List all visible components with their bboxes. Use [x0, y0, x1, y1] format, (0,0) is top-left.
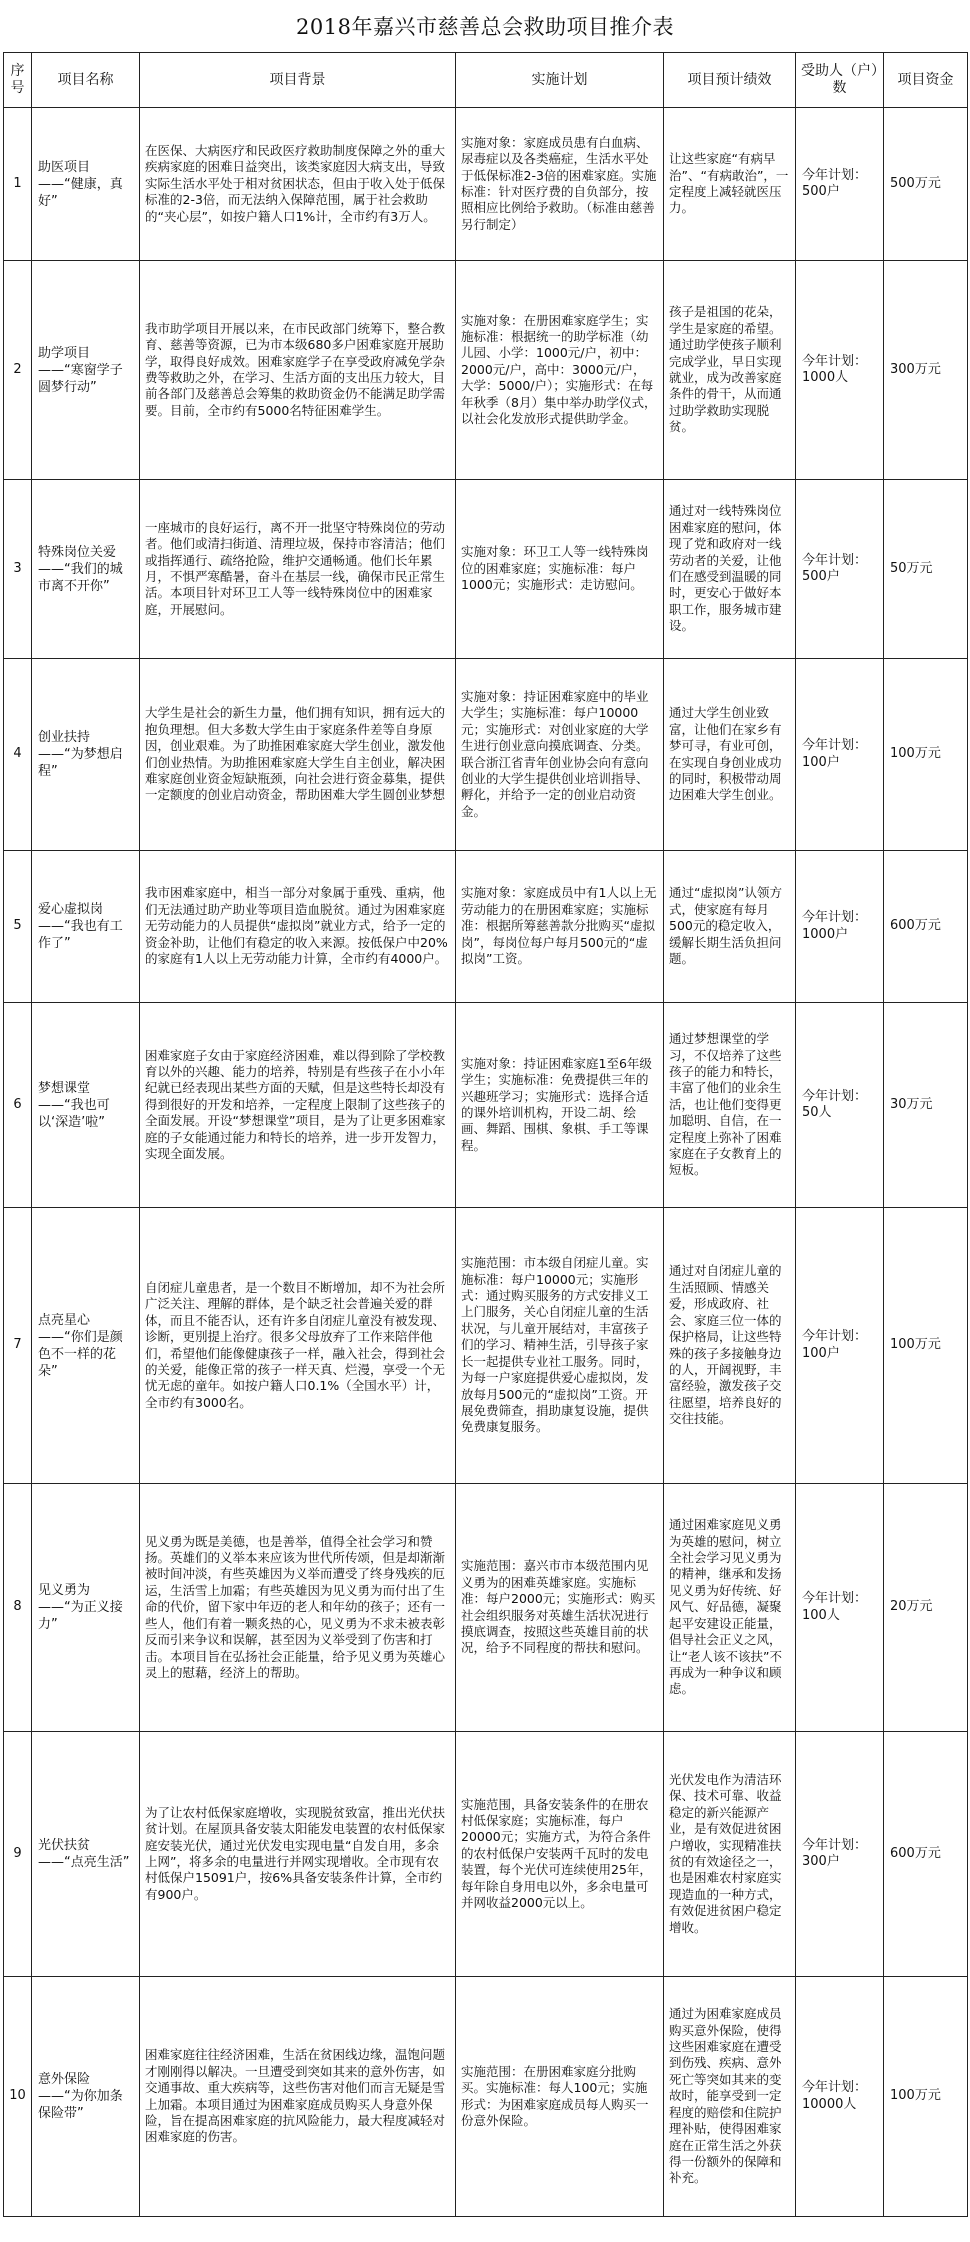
row-no: 6: [4, 1003, 32, 1208]
header-plan: 实施计划: [456, 53, 664, 108]
project-background: 见义勇为既是美德，也是善举，值得全社会学习和赞扬。英雄们的义举本来应该为世代所传颂，但是却渐渐被时间冲淡，有些英雄因为义举而遭受了终身残疾的厄运，生活雪上加霜；有些英雄因为见义勇为而付出了生命的代价，留下家中年迈的老人和年幼的孩子；还有一些人，他们有着一颗炙热的心，见义勇为不求未被表彰反而引来争议和误解，甚至因为义举受到了伤害和打击。本项目旨在弘扬社会正能量，给予见义勇为英雄心灵上的慰藉，经济上的帮助。: [140, 1484, 456, 1732]
row-no: 7: [4, 1208, 32, 1484]
project-background: 为了让农村低保家庭增收，实现脱贫致富，推出光伏扶贫计划。在屋顶具备安装太阳能发电装置的农村低保家庭安装光伏，通过光伏发电实现电量“自发自用，多余上网”，将多余的电量进行并网实现增收。全市现有农村低保户15091户，按6%具备安装条件计算，全市约有900户。: [140, 1732, 456, 1977]
table-row: [4, 1732, 968, 1977]
table-row: [4, 1208, 968, 1484]
table-row: [4, 1977, 968, 2217]
project-name: 助医项目 ——“健康，真好”: [32, 108, 140, 261]
table-row: [4, 108, 968, 261]
project-background: 大学生是社会的新生力量，他们拥有知识，拥有远大的抱负理想。但大多数大学生由于家庭条件差等自身原因，创业艰难。为了助推困难家庭大学生创业，激发他们创业热情。为助推困难家庭大学生自主创业，解决困难家庭创业资金短缺瓶颈，向社会进行资金募集，提供一定额度的创业启动资金，帮助困难大学生圆创业梦想: [140, 659, 456, 851]
row-no: 2: [4, 261, 32, 480]
project-beneficiaries: 今年计划：500户: [796, 480, 884, 659]
project-beneficiaries: 今年计划：500户: [796, 108, 884, 261]
project-beneficiaries: 今年计划：100户: [796, 659, 884, 851]
row-no: 8: [4, 1484, 32, 1732]
project-funds: 500万元: [884, 108, 968, 261]
project-beneficiaries: 今年计划：1000户: [796, 851, 884, 1003]
project-funds: 100万元: [884, 1208, 968, 1484]
document-title: 2018年嘉兴市慈善总会救助项目推介表: [296, 15, 674, 39]
header-performance: 项目预计绩效: [664, 53, 796, 108]
project-funds: 100万元: [884, 1977, 968, 2217]
header-name: 项目名称: [32, 53, 140, 108]
project-funds: 20万元: [884, 1484, 968, 1732]
project-funds: 600万元: [884, 1732, 968, 1977]
project-plan: 实施范围，具备安装条件的在册农村低保家庭；实施标准，每户20000元；实施方式，为符合条件的农村低保户安装两千瓦时的发电装置，每个光伏可连续使用25年，每年除自身用电以外，多余电量可并网收益2000元以上。: [456, 1732, 664, 1977]
row-no: 1: [4, 108, 32, 261]
project-performance: 通过对自闭症儿童的生活照顾、情感关爱，形成政府、社会、家庭三位一体的保护格局，让这些特殊的孩子多接触身边的人，开阔视野，丰富经验，激发孩子交往愿望，培养良好的交往技能。: [664, 1208, 796, 1484]
project-table: [3, 52, 968, 2217]
project-performance: 通过大学生创业致富，让他们在家乡有梦可寻，有业可创，在实现自身创业成功的同时，积极带动周边困难大学生创业。: [664, 659, 796, 851]
project-performance: 通过“虚拟岗”认领方式，使家庭有每月500元的稳定收入，缓解长期生活负担问题。: [664, 851, 796, 1003]
project-performance: 通过困难家庭见义勇为英雄的慰问，树立全社会学习见义勇为的精神，继承和发扬见义勇为好传统、好风气、好品德，凝聚起平安建设正能量，倡导社会正义之风，让“老人该不该扶”不再成为一种争议和顾虑。: [664, 1484, 796, 1732]
project-beneficiaries: 今年计划：1000人: [796, 261, 884, 480]
project-performance: 让这些家庭“有病早治”、“有病敢治”，一定程度上减轻就医压力。: [664, 108, 796, 261]
project-plan: 实施对象：持证困难家庭1至6年级学生；实施标准：免费提供三年的兴趣班学习；实施形式：选择合适的课外培训机构，开设二胡、绘画、舞蹈、围棋、象棋、手工等课程。: [456, 1003, 664, 1208]
row-no: 4: [4, 659, 32, 851]
table-row: [4, 480, 968, 659]
project-name: 点亮星心——“你们是颜色不一样的花朵”: [32, 1208, 140, 1484]
project-plan: 实施对象：家庭成员患有白血病、尿毒症以及各类癌症，生活水平处于低保标准2-3倍的困难家庭。实施标准：针对医疗费的自负部分，按照相应比例给予救助。（标准由慈善另行制定）: [456, 108, 664, 261]
header-no: 序号: [4, 53, 32, 108]
project-name: 梦想课堂——“我也可以‘深造’啦”: [32, 1003, 140, 1208]
project-background: 我市助学项目开展以来，在市民政部门统筹下，整合教育、慈善等资源，已为市本级680多户困难家庭开展助学，取得良好成效。困难家庭学子在享受政府减免学杂费等救助之外，在学习、生活方面的支出压力较大，目前各部门及慈善总会筹集的救助资金仍不能满足助学需要。目前，全市约有5000名特征困难学生。: [140, 261, 456, 480]
table-row: [4, 851, 968, 1003]
project-funds: 100万元: [884, 659, 968, 851]
project-performance: 光伏发电作为清洁环保、技术可靠、收益稳定的新兴能源产业，是有效促进贫困户增收，实现精准扶贫的有效途径之一，也是困难农村家庭实现造血的一种方式，有效促进贫困户稳定增收。: [664, 1732, 796, 1977]
project-name: 见义勇为——“为正义接力”: [32, 1484, 140, 1732]
project-name: 创业扶持 ——“为梦想启程”: [32, 659, 140, 851]
project-name: 光伏扶贫——“点亮生活”: [32, 1732, 140, 1977]
project-beneficiaries: 今年计划：300户: [796, 1732, 884, 1977]
table-row: [4, 1484, 968, 1732]
row-no: 10: [4, 1977, 32, 2217]
project-plan: 实施范围：嘉兴市市本级范围内见义勇为的困难英雄家庭。实施标准：每户2000元；实施形式：购买社会组织服务对英雄生活状况进行摸底调查，按照这些英雄目前的状况，给予不同程度的帮扶和慰问。: [456, 1484, 664, 1732]
project-performance: 通过对一线特殊岗位困难家庭的慰问，体现了党和政府对一线劳动者的关爱，让他们在感受到温暖的同时，更安心于做好本职工作，服务城市建设。: [664, 480, 796, 659]
table-row: [4, 1003, 968, 1208]
project-beneficiaries: 今年计划：100人: [796, 1484, 884, 1732]
project-plan: 实施范围：市本级自闭症儿童。实施标准：每户10000元；实施形式：通过购买服务的方式安排义工上门服务，关心自闭症儿童的生活状况，与儿童开展结对，丰富孩子们的学习、精神生活，引导孩子家长一起提供专业社工服务。同时，为每一户家庭提供爱心虚拟岗，发放每月500元的“虚拟岗”工资。开展免费筛查，捐助康复设施，提供免费康复服务。: [456, 1208, 664, 1484]
project-background: 困难家庭子女由于家庭经济困难，难以得到除了学校教育以外的兴趣、能力的培养，特别是有些孩子在小小年纪就已经表现出某些方面的天赋，但是这些特长却没有得到很好的开发和培养，一定程度上限制了这些孩子的全面发展。开设“梦想课堂”项目，是为了让更多困难家庭的子女能通过能力和特长的培养，进一步开发智力，实现全面发展。: [140, 1003, 456, 1208]
project-background: 我市困难家庭中，相当一部分对象属于重残、重病，他们无法通过助产助业等项目造血脱贫。通过为困难家庭无劳动能力的人员提供“虚拟岗”就业方式，给予一定的资金补助，让他们有稳定的收入来源。按低保户中20%的家庭有1人以上无劳动能力计算，全市约有4000户。: [140, 851, 456, 1003]
project-background: 一座城市的良好运行，离不开一批坚守特殊岗位的劳动者。他们或清扫街道、清理垃圾，保持市容清洁；他们或指挥通行、疏络抢险，维护交通畅通。他们长年累月，不惧严寒酷暑，奋斗在基层一线，确保市民正常生活。本项目针对环卫工人等一线特殊岗位中的困难家庭，开展慰问。: [140, 480, 456, 659]
project-funds: 600万元: [884, 851, 968, 1003]
row-no: 5: [4, 851, 32, 1003]
project-plan: 实施对象：在册困难家庭学生；实施标准：根据统一的助学标准（幼儿园、小学：1000元/户，初中：2000元/户，高中：3000元/户，大学：5000/户）；实施形式：在每年秋季（8月）集中举办助学仪式，以社会化发放形式提供助学金。: [456, 261, 664, 480]
table-header-row: [4, 53, 968, 108]
row-no: 9: [4, 1732, 32, 1977]
project-plan: 实施对象：家庭成员中有1人以上无劳动能力的在册困难家庭；实施标准：根据所筹慈善款分批购买“虚拟岗”，每岗位每户每月500元的“虚拟岗”工资。: [456, 851, 664, 1003]
project-background: 自闭症儿童患者，是一个数目不断增加，却不为社会所广泛关注、理解的群体，是个缺乏社会普遍关爱的群体，而且不能否认，还有许多自闭症儿童没有被发现、诊断，更別提上治疗。很多父母放弃了工作来陪伴他们，希望他们能像健康孩子一样，融入社会，得到社会的关爱，能像正常的孩子一样天真、烂漫，享受一个无忧无虑的童年。如按户籍人口0.1%（全国水平）计，全市约有3000名。: [140, 1208, 456, 1484]
table-row: [4, 261, 968, 480]
project-background: 在医保、大病医疗和民政医疗救助制度保障之外的重大疾病家庭的困难日益突出，该类家庭因大病支出，导致实际生活水平处于相对贫困状态，但由于收入处于低保标准的2-3倍，而无法纳入保障范围，属于社会救助的“夹心层”，如按户籍人口1%计，全市约有3万人。: [140, 108, 456, 261]
project-background: 困难家庭往往经济困难，生活在贫困线边缘，温饱问题才刚刚得以解决。一旦遭受到突如其来的意外伤害，如交通事故、重大疾病等，这些伤害对他们而言无疑是雪上加霜。本项目通过为困难家庭成员购买人身意外保险，旨在提高困难家庭的抗风险能力，最大程度减轻对困难家庭的伤害。: [140, 1977, 456, 2217]
header-beneficiaries: 受助人（户）数: [796, 53, 884, 108]
project-beneficiaries: 今年计划：50人: [796, 1003, 884, 1208]
header-background: 项目背景: [140, 53, 456, 108]
table-row: [4, 659, 968, 851]
project-funds: 50万元: [884, 480, 968, 659]
header-funds: 项目资金: [884, 53, 968, 108]
project-plan: 实施对象：持证困难家庭中的毕业大学生；实施标准：每户10000元；实施形式：对创业家庭的大学生进行创业意向摸底调查、分类。联合浙江省青年创业协会向有意向创业的大学生提供创业培训指导、孵化，并给予一定的创业启动资金。: [456, 659, 664, 851]
project-performance: 孩子是祖国的花朵，学生是家庭的希望。通过助学使孩子顺利完成学业，早日实现就业，成为改善家庭条件的骨干，从而通过助学救助实现脱贫。: [664, 261, 796, 480]
project-plan: 实施对象：环卫工人等一线特殊岗位的困难家庭；实施标准：每户1000元；实施形式：走访慰问。: [456, 480, 664, 659]
project-name: 爱心虚拟岗——“我也有工作了”: [32, 851, 140, 1003]
project-performance: 通过为困难家庭成员购买意外保险，使得这些困难家庭在遭受到伤残、疾病、意外死亡等突如其来的变故时，能享受到一定程度的赔偿和住院护理补贴，使得困难家庭在正常生活之外获得一份额外的保障和补充。: [664, 1977, 796, 2217]
project-funds: 300万元: [884, 261, 968, 480]
project-performance: 通过梦想课堂的学习，不仅培养了这些孩子的能力和特长，丰富了他们的业余生活，也让他们变得更加聪明、自信，在一定程度上弥补了困难家庭在子女教育上的短板。: [664, 1003, 796, 1208]
project-name: 意外保险——“为你加条保险带”: [32, 1977, 140, 2217]
project-beneficiaries: 今年计划：100户: [796, 1208, 884, 1484]
project-beneficiaries: 今年计划：10000人: [796, 1977, 884, 2217]
project-name: 助学项目——“寒窗学子圆梦行动”: [32, 261, 140, 480]
project-funds: 30万元: [884, 1003, 968, 1208]
project-plan: 实施范围：在册困难家庭分批购买。实施标准：每人100元；实施形式：为困难家庭成员每人购买一份意外保险。: [456, 1977, 664, 2217]
project-name: 特殊岗位关爱——“我们的城市离不开你”: [32, 480, 140, 659]
row-no: 3: [4, 480, 32, 659]
